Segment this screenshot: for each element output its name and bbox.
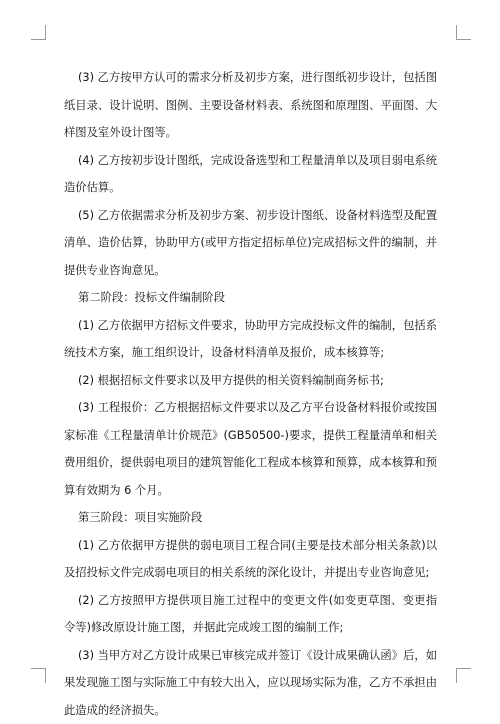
stage-2-item-2: (2) 根据招标文件要求以及甲方提供的相关资料编制商务标书; xyxy=(64,367,437,395)
stage-3-heading: 第三阶段：项目实施阶段 xyxy=(64,504,437,532)
stage-2-item-3: (3) 工程报价：乙方根据招标文件要求以及乙方平台设备材料报价或按国家标准《工程量清单计价规范》(GB50500-)要求，提供工程量清单和相关费用组价，提供弱电项目的建筑智能化工程成本核算和预算，成本核算和预算有效期为 6 个月。 xyxy=(64,394,437,504)
stage-2-item-1: (1) 乙方依据甲方招标文件要求，协助甲方完成投标文件的编制，包括系统技术方案，施工组织设计，设备材料清单及报价，成本核算等; xyxy=(64,312,437,367)
crop-mark-bottom-right xyxy=(456,668,471,683)
paragraph-4: (4) 乙方按初步设计图纸，完成设备选型和工程量清单以及项目弱电系统造价估算。 xyxy=(64,147,437,202)
document-body xyxy=(64,64,437,724)
stage-3-item-3: (3) 当甲方对乙方设计成果已审核完成并签订《设计成果确认函》后，如果发现施工图与实际施工中有较大出入，应以现场实际为准，乙方不承担由此造成的经济损失。 xyxy=(64,642,437,724)
paragraph-5: (5) 乙方依据需求分析及初步方案、初步设计图纸、设备材料选型及配置清单、造价估算，协助甲方(或甲方指定招标单位)完成招标文件的编制，并提供专业咨询意见。 xyxy=(64,202,437,285)
crop-mark-top-left xyxy=(31,25,46,40)
crop-mark-bottom-left xyxy=(31,668,46,683)
stage-2-heading: 第二阶段：投标文件编制阶段 xyxy=(64,284,437,312)
paragraph-3: (3) 乙方按甲方认可的需求分析及初步方案，进行图纸初步设计，包括图纸目录、设计说明、图例、主要设备材料表、系统图和原理图、平面图、大样图及室外设计图等。 xyxy=(64,64,437,147)
stage-3-item-1: (1) 乙方依据甲方提供的弱电项目工程合同(主要是技术部分相关条款)以及招投标文件完成弱电项目的相关系统的深化设计，并提出专业咨询意见; xyxy=(64,532,437,587)
stage-3-item-2: (2) 乙方按照甲方提供项目施工过程中的变更文件(如变更草图、变更指令等)修改原设计施工图，并据此完成竣工图的编制工作; xyxy=(64,587,437,642)
crop-mark-top-right xyxy=(456,25,471,40)
